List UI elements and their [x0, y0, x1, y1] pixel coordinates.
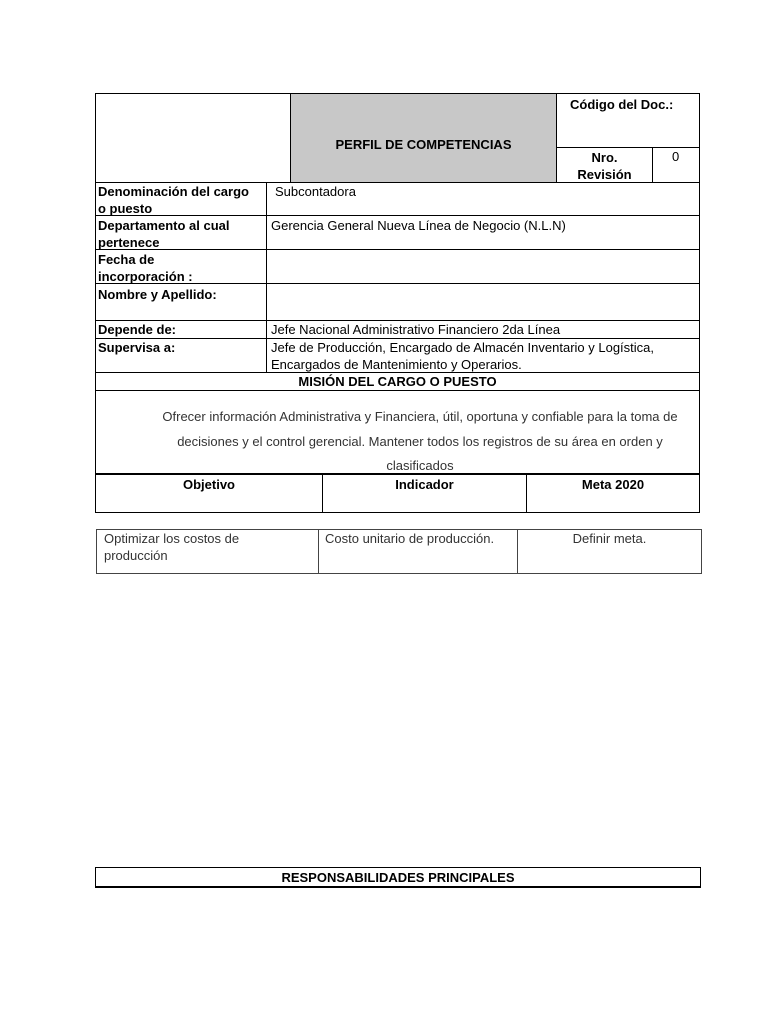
supervises-value: Jefe de Producción, Encargado de Almacén Inventario y Logística, Encargados de Mantenimiento y Operarios. [271, 340, 655, 372]
revision-label: Nro. Revisión [577, 150, 632, 182]
cargo-value: Subcontadora [275, 184, 356, 199]
goal-cell: Definir meta. [572, 531, 647, 546]
page-title: PERFIL DE COMPETENCIAS [335, 137, 512, 152]
objective-header: Objetivo [182, 477, 235, 492]
indicator-cell: Costo unitario de producción. [325, 531, 495, 546]
reports-to-value: Jefe Nacional Administrativo Financiero 2da Línea [271, 322, 561, 337]
start-date-label: Fecha de incorporación : [98, 252, 193, 284]
revision-value: 0 [672, 149, 680, 164]
responsibilities-heading: RESPONSABILIDADES PRINCIPALES [281, 870, 515, 885]
mission-text: Ofrecer información Administrativa y Financiera, útil, oportuna y confiable para la toma de decisiones y el control gerencial. Mantener todos los registros de su área en orden y clasificados [162, 409, 678, 473]
department-value: Gerencia General Nueva Línea de Negocio (N.L.N) [271, 218, 566, 233]
indicator-header: Indicador [395, 477, 454, 492]
reports-to-label: Depende de: [98, 322, 177, 337]
supervises-label: Supervisa a: [98, 340, 176, 355]
mission-heading: MISIÓN DEL CARGO O PUESTO [298, 374, 497, 389]
department-label: Departamento al cual pertenece [98, 218, 230, 250]
name-label: Nombre y Apellido: [98, 287, 217, 302]
doc-code-label: Código del Doc.: [570, 97, 674, 112]
objective-cell: Optimizar los costos de producción [104, 531, 240, 563]
goal-header: Meta 2020 [581, 477, 645, 492]
cargo-label: Denominación del cargo o puesto [98, 184, 249, 216]
